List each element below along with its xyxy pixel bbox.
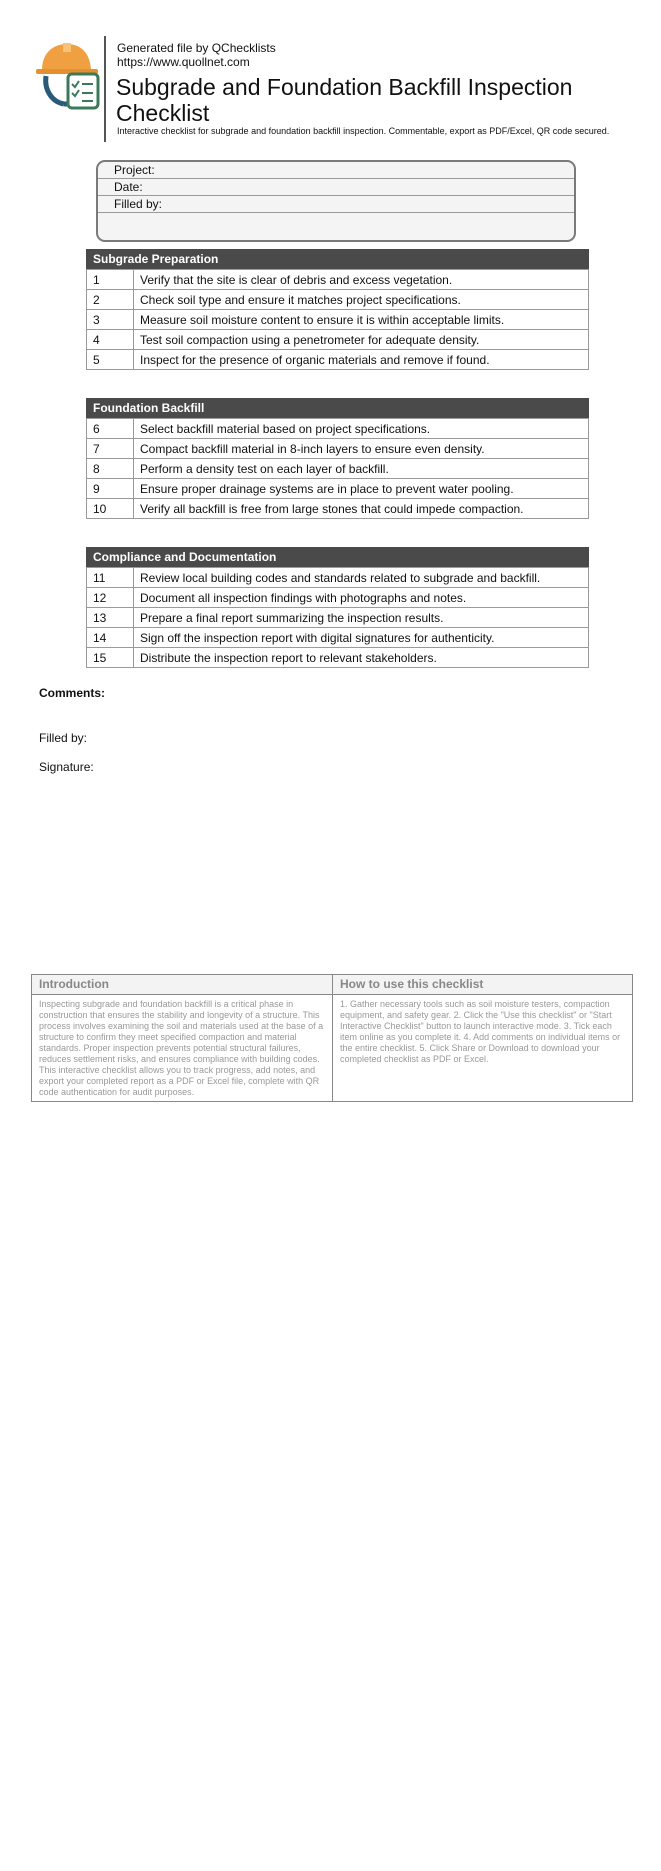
- helmet-checklist-logo-icon: [34, 40, 104, 112]
- item-text: Distribute the inspection report to relevant stakeholders.: [134, 648, 589, 668]
- item-number: 15: [87, 648, 134, 668]
- page-title: Subgrade and Foundation Backfill Inspection Checklist: [116, 74, 573, 126]
- filled-by-label: Filled by:: [39, 731, 88, 745]
- table-row[interactable]: [87, 499, 589, 519]
- item-text: Check soil type and ensure it matches project specifications.: [134, 290, 589, 310]
- table-row[interactable]: [87, 459, 589, 479]
- item-text: Ensure proper drainage systems are in place to prevent water pooling.: [134, 479, 589, 499]
- item-text: Select backfill material based on project specifications.: [134, 419, 589, 439]
- checklist-table: [86, 418, 589, 519]
- introduction-column: [32, 975, 332, 1101]
- section-title: Foundation Backfill: [86, 398, 589, 418]
- item-number: 13: [87, 608, 134, 628]
- info-empty-row: [98, 213, 574, 235]
- how-to-column: [332, 975, 632, 1101]
- filled-by-field[interactable]: Filled by:: [98, 196, 574, 213]
- item-number: 8: [87, 459, 134, 479]
- table-row[interactable]: [87, 608, 589, 628]
- item-number: 9: [87, 479, 134, 499]
- page-subtitle: Interactive checklist for subgrade and foundation backfill inspection. Commentable, export as PDF/Excel, QR code secured.: [117, 126, 610, 136]
- item-text: Test soil compaction using a penetrometer for adequate density.: [134, 330, 589, 350]
- how-to-text: 1. Gather necessary tools such as soil moisture testers, compaction equipment, and safety gear. 2. Click the "Use this checklist" or "Start Interactive Checklist" button to launch interactive mode. 3. Tick each item online as you complete it. 4. Add comments on individual items or the entire checklist. 5. Click Share or Download to download your completed checklist as PDF or Excel.: [340, 999, 621, 1064]
- source-url-link[interactable]: https://www.quollnet.com: [117, 55, 250, 69]
- item-text: Compact backfill material in 8-inch layers to ensure even density.: [134, 439, 589, 459]
- table-row[interactable]: [87, 479, 589, 499]
- table-row[interactable]: [87, 350, 589, 370]
- header-divider: [104, 36, 106, 142]
- item-number: 12: [87, 588, 134, 608]
- signature-label: Signature:: [39, 760, 94, 774]
- intro-panel: [31, 974, 633, 1102]
- table-row[interactable]: [87, 628, 589, 648]
- table-row[interactable]: [87, 588, 589, 608]
- item-number: 2: [87, 290, 134, 310]
- item-text: Prepare a final report summarizing the inspection results.: [134, 608, 589, 628]
- table-row[interactable]: [87, 290, 589, 310]
- item-number: 10: [87, 499, 134, 519]
- section-compliance-documentation: [86, 547, 589, 668]
- section-title: Compliance and Documentation: [86, 547, 589, 567]
- item-text: Verify that the site is clear of debris and excess vegetation.: [134, 270, 589, 290]
- table-row[interactable]: [87, 568, 589, 588]
- project-field[interactable]: Project:: [98, 162, 574, 179]
- item-text: Sign off the inspection report with digital signatures for authenticity.: [134, 628, 589, 648]
- item-number: 6: [87, 419, 134, 439]
- table-row[interactable]: [87, 330, 589, 350]
- item-number: 14: [87, 628, 134, 648]
- item-number: 5: [87, 350, 134, 370]
- comments-label: Comments:: [39, 686, 106, 700]
- introduction-text: Inspecting subgrade and foundation backfill is a critical phase in construction that ensures the stability and longevity of a structure. This process involves examining the soil and materials used at the base of a structure to confirm they meet specified compaction and material standards. Proper inspection prevents potential structural failures, reduces settlement risks, and ensures compliance with building codes. This interactive checklist allows you to track progress, add notes, and export your completed report as a PDF or Excel file, complete with QR code authentication for audit purposes.: [39, 999, 324, 1097]
- item-text: Inspect for the presence of organic materials and remove if found.: [134, 350, 589, 370]
- project-info-box: [96, 160, 576, 242]
- how-to-heading: How to use this checklist: [333, 975, 632, 995]
- introduction-heading: Introduction: [32, 975, 332, 995]
- section-subgrade-preparation: [86, 249, 589, 370]
- document-header: [34, 36, 634, 144]
- item-text: Perform a density test on each layer of backfill.: [134, 459, 589, 479]
- date-field[interactable]: Date:: [98, 179, 574, 196]
- checklist-table: [86, 567, 589, 668]
- table-row[interactable]: [87, 310, 589, 330]
- table-row[interactable]: [87, 419, 589, 439]
- item-text: Measure soil moisture content to ensure it is within acceptable limits.: [134, 310, 589, 330]
- section-title: Subgrade Preparation: [86, 249, 589, 269]
- item-text: Document all inspection findings with photographs and notes.: [134, 588, 589, 608]
- checklist-table: [86, 269, 589, 370]
- table-row[interactable]: [87, 648, 589, 668]
- item-number: 1: [87, 270, 134, 290]
- item-text: Review local building codes and standards related to subgrade and backfill.: [134, 568, 589, 588]
- item-number: 3: [87, 310, 134, 330]
- item-number: 7: [87, 439, 134, 459]
- table-row[interactable]: [87, 439, 589, 459]
- item-number: 4: [87, 330, 134, 350]
- table-row[interactable]: [87, 270, 589, 290]
- item-text: Verify all backfill is free from large stones that could impede compaction.: [134, 499, 589, 519]
- generated-by-text: Generated file by QChecklists: [117, 41, 276, 55]
- section-foundation-backfill: [86, 398, 589, 519]
- item-number: 11: [87, 568, 134, 588]
